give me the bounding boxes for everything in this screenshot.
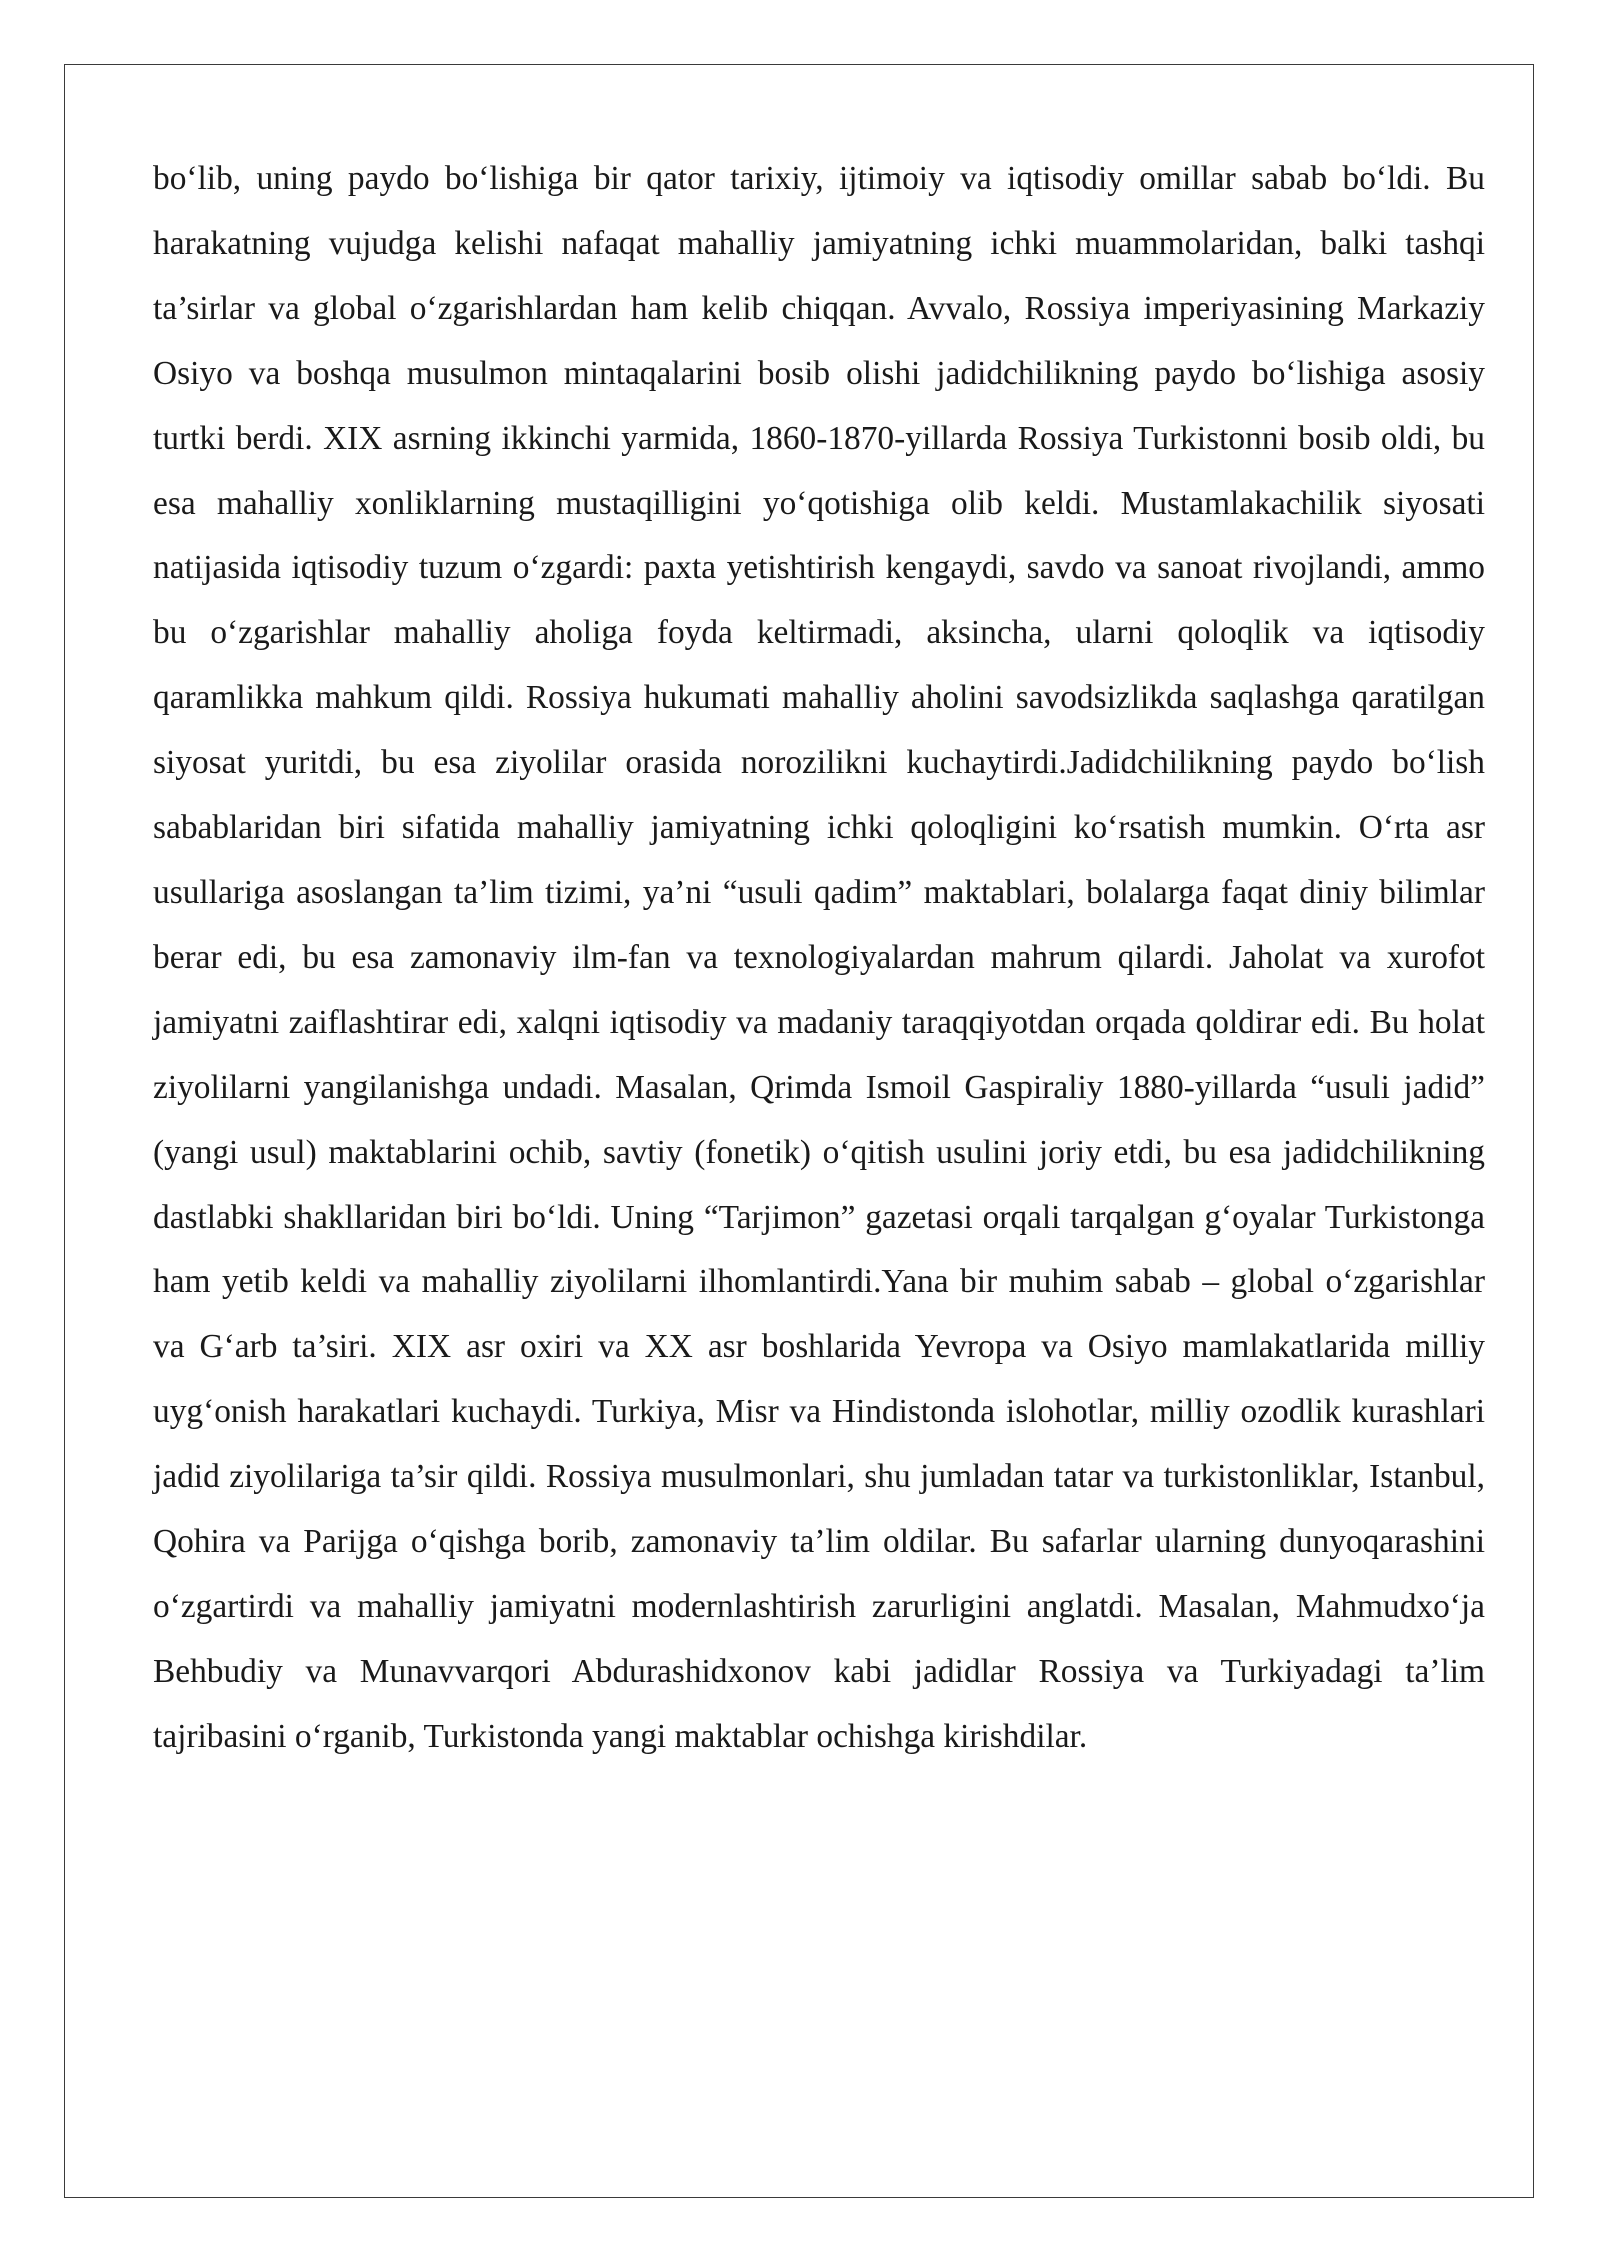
body-paragraph: bo‘lib, uning paydo bo‘lishiga bir qator tarixiy, ijtimoiy va iqtisodiy omillar sabab bo‘ldi. Bu harakatning vujudga kelishi nafaqat mahalliy jamiyatning ichki muammolaridan, balki tashqi ta’sirlar va global o‘zgarishlardan ham kelib chiqqan. Avvalo, Rossiya imperiyasining Markaziy Osiyo va boshqa musulmon mintaqalarini bosib olishi jadidchilikning paydo bo‘lishiga asosiy turtki berdi. XIX asrning ikkinchi yarmida, 1860-1870-yillarda Rossiya Turkistonni bosib oldi, bu esa mahalliy xonliklarning mustaqilligini yo‘qotishiga olib keldi. Mustamlakachilik siyosati natijasida iqtisodiy tuzum o‘zgardi: paxta yetishtirish kengaydi, savdo va sanoat rivojlandi, ammo bu o‘zgarishlar mahalliy aholiga foyda keltirmadi, aksincha, ularni qoloqlik va iqtisodiy qaramlikka mahkum qildi. Rossiya hukumati mahalliy aholini savodsizlikda saqlashga qaratilgan siyosat yuritdi, bu esa ziyolilar orasida norozilikni kuchaytirdi.Jadidchilikning paydo bo‘lish sabablaridan biri sifatida mahalliy jamiyatning ichki qoloqligini ko‘rsatish mumkin. O‘rta asr usullariga asoslangan ta’lim tizimi, ya’ni “usuli qadim” maktablari, bolalarga faqat diniy bilimlar berar edi, bu esa zamonaviy ilm-fan va texnologiyalardan mahrum qilardi. Jaholat va xurofot jamiyatni zaiflashtirar edi, xalqni iqtisodiy va madaniy taraqqiyotdan orqada qoldirar edi. Bu holat ziyolilarni yangilanishga undadi. Masalan, Qrimda Ismoil Gaspiraliy 1880-yillarda “usuli jadid” (yangi usul) maktablarini ochib, savtiy (fonetik) o‘qitish usulini joriy etdi, bu esa jadidchilikning dastlabki shakllaridan biri bo‘ldi. Uning “Tarjimon” gazetasi orqali tarqalgan g‘oyalar Turkistonga ham yetib keldi va mahalliy ziyolilarni ilhomlantirdi.Yana bir muhim sabab – global o‘zgarishlar va G‘arb ta’siri. XIX asr oxiri va XX asr boshlarida Yevropa va Osiyo mamlakatlarida milliy uyg‘onish harakatlari kuchaydi. Turkiya, Misr va Hindistonda islohotlar, milliy ozodlik kurashlari jadid ziyolilariga ta’sir qildi. Rossiya musulmonlari, shu jumladan tatar va turkistonliklar, Istanbul, Qohira va Parijga o‘qishga borib, zamonaviy ta’lim oldilar. Bu safarlar ularning dunyoqarashini o‘zgartirdi va mahalliy jamiyatni modernlashtirish zarurligini anglatdi. Masalan, Mahmudxo‘ja Behbudiy va Munavvarqori Abdurashidxonov kabi jadidlar Rossiya va Turkiyadagi ta’lim tajribasini o‘rganib, Turkistonda yangi maktablar ochishga kirishdilar.: [153, 160, 1485, 1755]
